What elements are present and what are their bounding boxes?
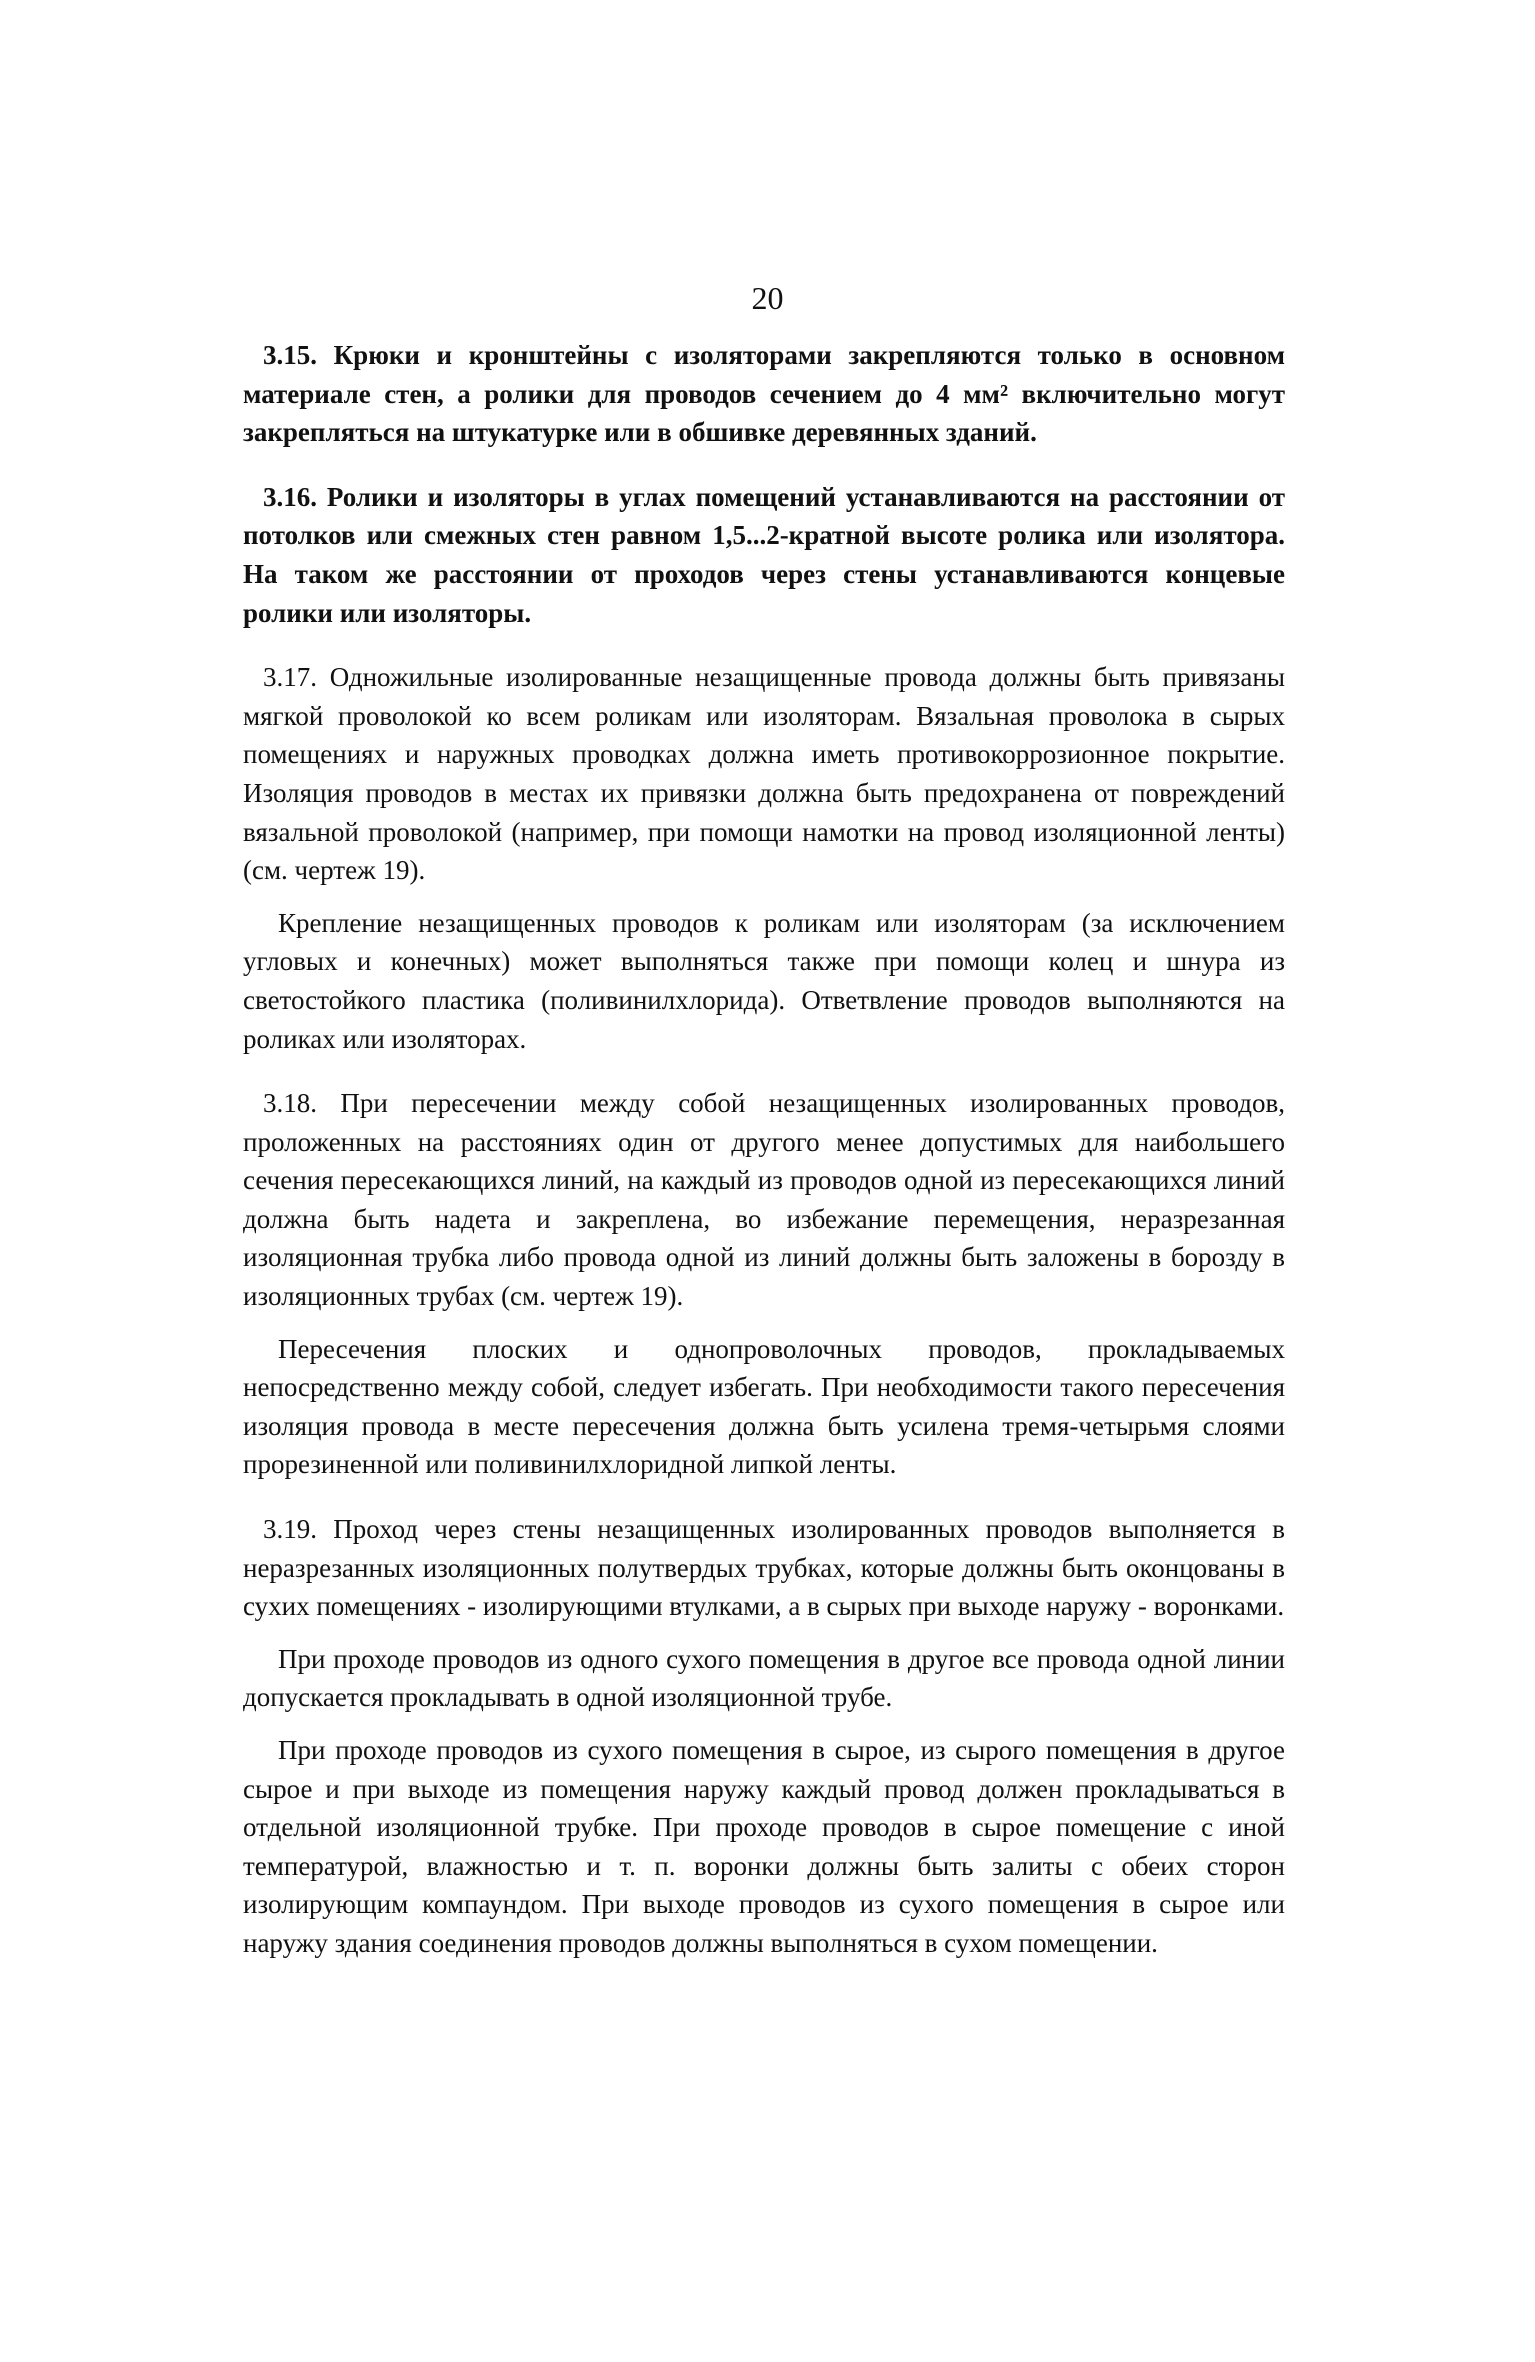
paragraph-3-17: 3.17. Одножильные изолированные незащищенные провода должны быть привязаны мягкой проволокой ко всем роликам или изоляторам. Вязальная проволока в сырых помещениях и наружных проводках должна иметь противокоррозионное покрытие. Изоляция проводов в местах их привязки должна быть предохранена от повреждений вязальной проволокой (например, при помощи намотки на провод изоляционной ленты) (см. чертеж 19). [243, 662, 1285, 886]
paragraph-3-18: 3.18. При пересечении между собой незащищенных изолированных проводов, проложенных на расстояниях один от другого менее допустимых для наибольшего сечения пересекающихся линий, на каждый из проводов одной из пересекающихся линий должна быть надета и закреплена, во избежание перемещения, неразрезанная изоляционная трубка либо провода одной из линий должны быть заложены в борозду в изоляционных трубах (см. чертеж 19). [243, 1088, 1285, 1312]
paragraph-3-19-continued-1: При проходе проводов из одного сухого помещения в другое все провода одной линии допускается прокладывать в одной изоляционной трубе. [243, 1643, 1285, 1713]
document-body [243, 336, 1285, 1989]
paragraph-3-16: 3.16. Ролики и изоляторы в углах помещений устанавливаются на расстоянии от потолков или смежных стен равном 1,5...2-кратной высоте ролика или изолятора. На таком же расстоянии от проходов через стены устанавливаются концевые ролики или изоляторы. [243, 481, 1285, 628]
paragraph-3-15: 3.15. Крюки и кронштейны с изоляторами закрепляются только в основном материале стен, а ролики для проводов сечением до 4 мм² включительно могут закрепляться на штукатурке или в обшивке деревянных зданий. [243, 340, 1285, 448]
paragraph-3-18-continued: Пересечения плоских и однопроволочных проводов, прокладываемых непосредственно между собой, следует избегать. При необходимости такого пересечения изоляция провода в месте пересечения должна быть усилена тремя-четырьмя слоями прорезиненной или поливинилхлоридной липкой ленты. [243, 1333, 1285, 1480]
paragraph-3-19-continued-2: При проходе проводов из сухого помещения в сырое, из сырого помещения в другое сырое и при выходе из помещения наружу каждый провод должен прокладываться в отдельной изоляционной трубке. При проходе проводов в сырое помещение с иной температурой, влажностью и т. п. воронки должны быть залиты с обеих сторон изолирующим компаундом. При выходе проводов из сухого помещения в сырое или наружу здания соединения проводов должны выполняться в сухом помещении. [243, 1735, 1285, 1958]
paragraph-3-19: 3.19. Проход через стены незащищенных изолированных проводов выполняется в неразрезанных изоляционных полутвердых трубках, которые должны быть оконцованы в сухих помещениях - изолирующими втулками, а в сырых при выходе наружу - воронками. [243, 1514, 1285, 1622]
paragraph-3-17-continued: Крепление незащищенных проводов к роликам или изоляторам (за исключением угловых и конечных) может выполняться также при помощи колец и шнура из светостойкого пластика (поливинилхлорида). Ответвление проводов выполняются на роликах или изоляторах. [243, 907, 1285, 1054]
page-number: 20 [751, 280, 784, 316]
